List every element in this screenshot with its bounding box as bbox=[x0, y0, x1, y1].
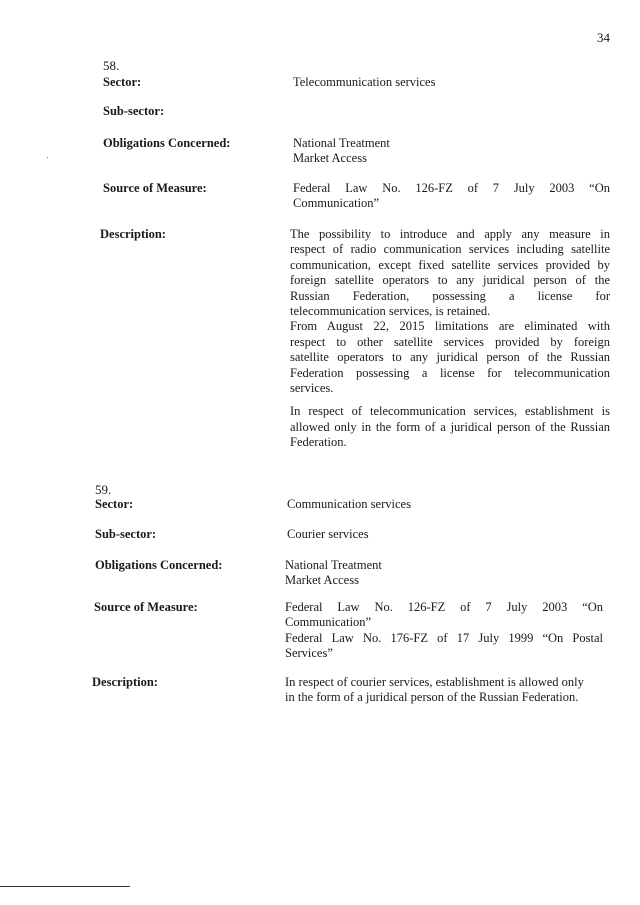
description-line: From August 22, 2015 limitations are eliminated with bbox=[290, 319, 610, 334]
footnote-rule bbox=[0, 886, 130, 887]
source-line: Federal Law No. 126-FZ of 7 July 2003 “On bbox=[285, 600, 603, 614]
obligation-line: Market Access bbox=[285, 573, 359, 588]
source-line: Services” bbox=[285, 646, 333, 661]
scan-mark bbox=[47, 157, 48, 158]
description-value bbox=[285, 675, 605, 706]
source-value bbox=[285, 600, 603, 662]
source-line: Communication” bbox=[293, 196, 380, 211]
description-line: Federation possessing a license for telecommunication bbox=[290, 365, 610, 380]
description-line: In respect of courier services, establishment is allowed only bbox=[285, 675, 584, 689]
subsector-value: Courier services bbox=[287, 527, 369, 541]
subsector-label: Sub-sector: bbox=[95, 527, 157, 541]
entry-number: 58. bbox=[103, 58, 120, 73]
sector-value: Telecommunication services bbox=[293, 75, 436, 89]
description-label: Description: bbox=[100, 227, 166, 241]
description-line: respect to other satellite services provided by foreign bbox=[290, 334, 610, 349]
source-label: Source of Measure: bbox=[94, 600, 198, 614]
obligations-label: Obligations Concerned: bbox=[103, 136, 231, 150]
description-line: telecommunication services, is retained. bbox=[290, 304, 491, 319]
description-line: services. bbox=[290, 381, 334, 396]
obligations-label: Obligations Concerned: bbox=[95, 558, 223, 572]
description-line: Russian Federation, possessing a license for bbox=[290, 288, 610, 303]
description-line: In respect of telecommunication services, establishment is bbox=[290, 404, 610, 419]
description-line: communication, except fixed satellite services provided by bbox=[290, 257, 610, 272]
description-label: Description: bbox=[92, 675, 158, 689]
description-paragraph bbox=[290, 404, 610, 450]
sector-value: Communication services bbox=[287, 497, 411, 511]
description-line: allowed only in the form of a juridical person of the Russian bbox=[290, 419, 610, 434]
subsector-label: Sub-sector: bbox=[103, 104, 165, 118]
description-value bbox=[290, 227, 610, 451]
entry-number: 59. bbox=[95, 482, 112, 497]
description-line: respect of radio communication services including satellite bbox=[290, 242, 610, 257]
obligations-value bbox=[285, 558, 605, 589]
sector-label: Sector: bbox=[103, 75, 142, 89]
source-value bbox=[293, 181, 610, 212]
obligation-line: Market Access bbox=[293, 151, 367, 166]
source-line: Federal Law No. 176-FZ of 17 July 1999 “On Postal bbox=[285, 630, 603, 645]
page-number: 34 bbox=[597, 30, 610, 45]
source-line: Communication” bbox=[285, 615, 372, 630]
description-line: in the form of a juridical person of the Russian Federation. bbox=[285, 690, 579, 705]
description-line: foreign satellite operators to any juridical person of the bbox=[290, 273, 610, 288]
description-line: The possibility to introduce and apply any measure in bbox=[290, 227, 610, 241]
obligation-line: National Treatment bbox=[285, 558, 382, 572]
sector-label: Sector: bbox=[95, 497, 134, 511]
source-label: Source of Measure: bbox=[103, 181, 207, 195]
obligations-value bbox=[293, 136, 613, 167]
source-line: Federal Law No. 126-FZ of 7 July 2003 “On bbox=[293, 181, 610, 195]
description-line: satellite operators to any juridical person of the Russian bbox=[290, 350, 610, 365]
obligation-line: National Treatment bbox=[293, 136, 390, 150]
description-line: Federation. bbox=[290, 435, 347, 450]
